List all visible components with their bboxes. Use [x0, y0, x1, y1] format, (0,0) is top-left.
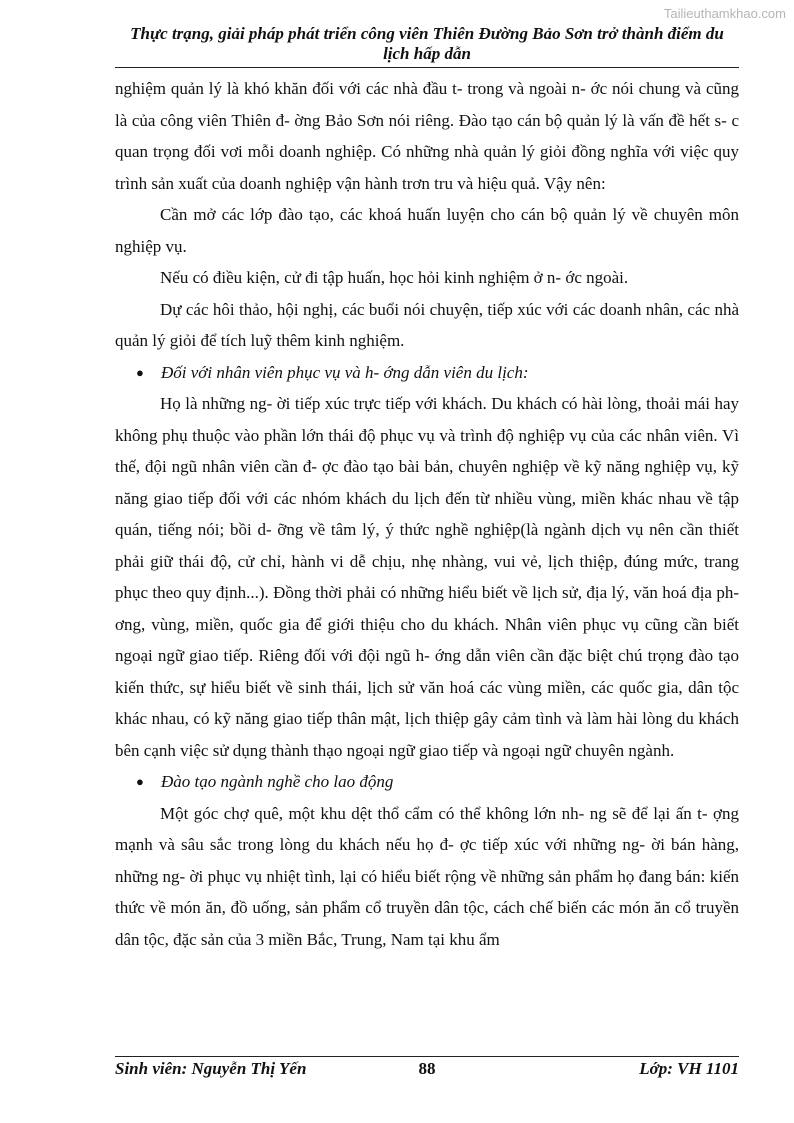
bullet-dot-icon: ● [136, 364, 144, 380]
paragraph-4: Dự các hôi thảo, hội nghị, các buổi nói chuyện, tiếp xúc với các doanh nhân, các nhà quản lý giỏi để tích luỹ thêm kinh nghiệm. [115, 299, 739, 350]
bullet-heading-staff-text: Đối với nhân viên phục vụ và h- ớng dẫn viên du lịch: [161, 362, 529, 382]
page-header-title: Thực trạng, giải pháp phát triển công viên Thiên Đường Bảo Sơn trở thành điểm du lịch hấp dẫn [130, 24, 724, 63]
bullet-heading-training-text: Đào tạo ngành nghề cho lao động [161, 772, 394, 791]
footer-student: Sinh viên: Nguyễn Thị Yến [115, 1059, 307, 1078]
footer-page-number: 88 [418, 1059, 436, 1078]
document-body [115, 73, 739, 955]
paragraph-6: Một góc chợ quê, một khu dệt thổ cẩm có thể không lớn nh- ng sẽ để lại ấn t- ợng mạnh và sâu sắc trong lòng du khách nếu họ đ- ợc tiếp xúc với những ng- ời bán hàng, những ng- ời phục vụ nhiệt tình, lại có hiểu biết rộng về những sản phẩm họ đang bán: kiến thức về món ăn, đồ uống, sản phẩm cổ truyền dân tộc, cách chế biến các món ăn cổ truyền dân tộc, đặc sản của 3 miền Bắc, Trung, Nam tại khu ẩm [115, 803, 739, 949]
paragraph-5: Họ là những ng- ời tiếp xúc trực tiếp với khách. Du khách có hài lòng, thoải mái hay không phụ thuộc vào phần lớn thái độ phục vụ và trình độ nghiệp vụ của các nhân viên. Vì thế, đội ngũ nhân viên cần đ- ợc đào tạo bài bản, chuyên nghiệp về kỹ năng nghiệp vụ, kỹ năng giao tiếp đối với các nhóm khách du lịch đến từ nhiều vùng, miền khác nhau về tập quán, tiếng nói; bồi d- ỡng về tâm lý, ý thức nghề nghiệp(là ngành dịch vụ nên cần thiết phải giữ thái độ, cử chỉ, hành vi dễ chịu, nhẹ nhàng, vui vẻ, lịch thiệp, đúng mức, trang phục theo quy định...). Đồng thời phải có những hiểu biết về lịch sử, địa lý, văn hoá địa ph- ơng, vùng, miền, quốc gia để giới thiệu cho du khách. Nhân viên phục vụ cũng cần biết ngoại ngữ giao tiếp. Riêng đối với đội ngũ h- ớng dẫn viên cần đặc biệt chú trọng đào tạo kiến thức, sự hiểu biết về sinh thái, lịch sử văn hoá các vùng miền, các quốc gia, dân tộc khác nhau, có kỹ năng giao tiếp thân mật, lịch thiệp gây cảm tình và làm hài lòng du khách bên cạnh việc sử dụng thành thạo ngoại ngữ giao tiếp và ngoại ngữ chuyên ngành. [115, 394, 739, 760]
header-divider [115, 67, 739, 68]
footer-divider [115, 1056, 739, 1057]
paragraph-2: Cần mở các lớp đào tạo, các khoá huấn luyện cho cán bộ quản lý về chuyên môn nghiệp vụ. [115, 205, 739, 256]
paragraph-1: nghiệm quản lý là khó khăn đối với các nhà đầu t- trong và ngoài n- ớc nói chung và cũng là của công viên Thiên đ- ờng Bảo Sơn nói riêng. Đào tạo cán bộ quản lý là vấn đề hết s- c quan trọng đối vơi mỗi doanh nghiệp. Có những nhà quản lý giỏi đồng nghĩa với việc quy trình sản xuất của doanh nghiệp vận hành trơn tru và hiệu quả. Vậy nên: [115, 79, 739, 193]
bullet-dot-icon: ● [136, 774, 144, 789]
bullet-heading-staff [136, 357, 739, 389]
page-footer [115, 1059, 739, 1083]
bullet-heading-training [136, 766, 739, 798]
watermark: Tailieuthamkhao.com [663, 6, 786, 21]
paragraph-3: Nếu có điều kiện, cử đi tập huấn, học hỏi kinh nghiệm ở n- ớc ngoài. [160, 268, 629, 287]
footer-class: Lớp: VH 1101 [639, 1059, 739, 1078]
